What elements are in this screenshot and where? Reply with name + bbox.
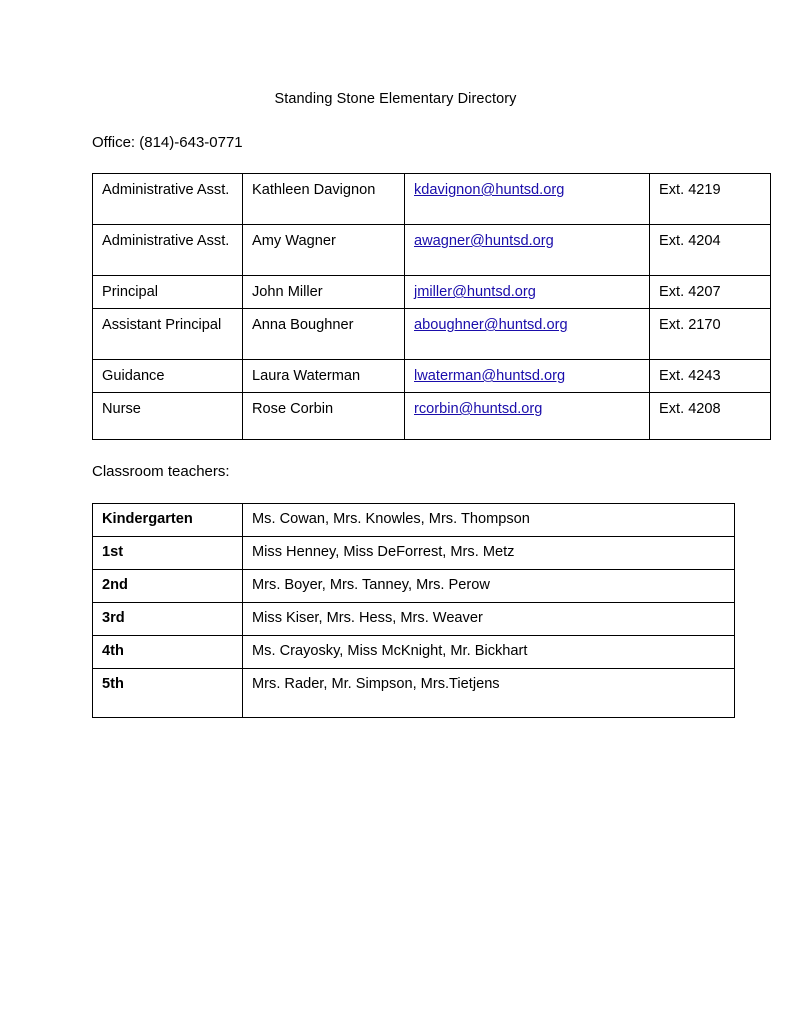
- grade-cell: 5th: [93, 669, 243, 718]
- grade-cell: Kindergarten: [93, 504, 243, 537]
- grade-cell: 3rd: [93, 603, 243, 636]
- email-link[interactable]: rcorbin@huntsd.org: [414, 401, 543, 417]
- page-title: Standing Stone Elementary Directory: [274, 91, 517, 107]
- staff-email-cell: [405, 360, 650, 393]
- staff-name-cell: Rose Corbin: [243, 393, 405, 440]
- table-row: [93, 603, 735, 636]
- table-row: [93, 225, 771, 276]
- staff-name-cell: John Miller: [243, 276, 405, 309]
- table-row: [93, 570, 735, 603]
- staff-extension-cell: Ext. 2170: [650, 309, 771, 360]
- office-phone-line: Office: (814)-643-0771: [92, 134, 243, 151]
- staff-email-cell: [405, 309, 650, 360]
- staff-role-cell: Assistant Principal: [93, 309, 243, 360]
- teacher-names-cell: Mrs. Rader, Mr. Simpson, Mrs.Tietjens: [243, 669, 735, 718]
- staff-name-cell: Kathleen Davignon: [243, 174, 405, 225]
- table-row: [93, 636, 735, 669]
- table-row: [93, 174, 771, 225]
- staff-extension-cell: Ext. 4207: [650, 276, 771, 309]
- staff-extension-cell: Ext. 4208: [650, 393, 771, 440]
- staff-extension-cell: Ext. 4219: [650, 174, 771, 225]
- email-link[interactable]: aboughner@huntsd.org: [414, 317, 568, 333]
- staff-email-cell: [405, 393, 650, 440]
- email-link[interactable]: jmiller@huntsd.org: [414, 284, 536, 300]
- grade-cell: 4th: [93, 636, 243, 669]
- table-row: [93, 669, 735, 718]
- email-link[interactable]: kdavignon@huntsd.org: [414, 182, 565, 198]
- staff-extension-cell: Ext. 4204: [650, 225, 771, 276]
- classroom-teachers-label: Classroom teachers:: [92, 463, 230, 480]
- teacher-names-cell: Miss Kiser, Mrs. Hess, Mrs. Weaver: [243, 603, 735, 636]
- staff-email-cell: [405, 276, 650, 309]
- staff-role-cell: Administrative Asst.: [93, 225, 243, 276]
- table-row: [93, 309, 771, 360]
- staff-extension-cell: Ext. 4243: [650, 360, 771, 393]
- teacher-names-cell: Miss Henney, Miss DeForrest, Mrs. Metz: [243, 537, 735, 570]
- grade-cell: 1st: [93, 537, 243, 570]
- teacher-names-cell: Mrs. Boyer, Mrs. Tanney, Mrs. Perow: [243, 570, 735, 603]
- staff-role-cell: Administrative Asst.: [93, 174, 243, 225]
- staff-name-cell: Anna Boughner: [243, 309, 405, 360]
- staff-role-cell: Guidance: [93, 360, 243, 393]
- grade-cell: 2nd: [93, 570, 243, 603]
- email-link[interactable]: lwaterman@huntsd.org: [414, 368, 566, 384]
- table-row: [93, 504, 735, 537]
- table-row: [93, 360, 771, 393]
- email-link[interactable]: awagner@huntsd.org: [414, 233, 554, 249]
- teacher-names-cell: Ms. Crayosky, Miss McKnight, Mr. Bickhart: [243, 636, 735, 669]
- staff-role-cell: Principal: [93, 276, 243, 309]
- table-row: [93, 393, 771, 440]
- teacher-names-cell: Ms. Cowan, Mrs. Knowles, Mrs. Thompson: [243, 504, 735, 537]
- classroom-teachers-table: [92, 503, 735, 718]
- staff-email-cell: [405, 225, 650, 276]
- table-row: [93, 276, 771, 309]
- staff-role-cell: Nurse: [93, 393, 243, 440]
- staff-directory-table: [92, 173, 771, 440]
- staff-email-cell: [405, 174, 650, 225]
- table-row: [93, 537, 735, 570]
- staff-name-cell: Amy Wagner: [243, 225, 405, 276]
- staff-name-cell: Laura Waterman: [243, 360, 405, 393]
